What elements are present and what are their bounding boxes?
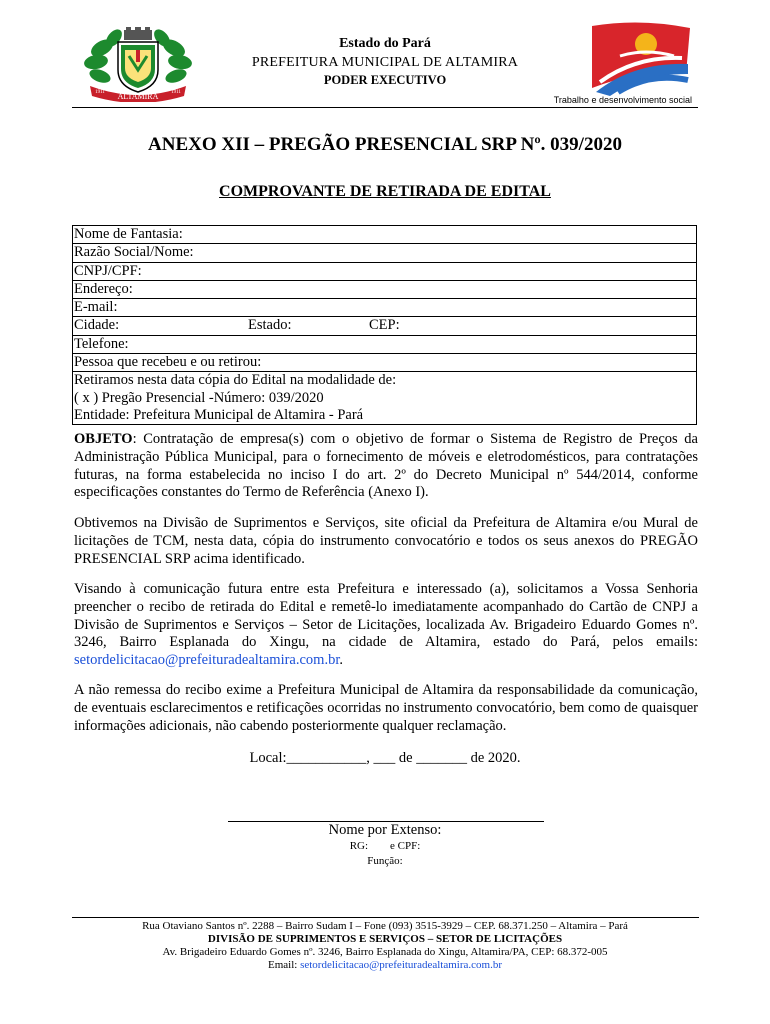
svg-text:1911: 1911 bbox=[95, 90, 105, 95]
field-endereco[interactable]: Endereço: bbox=[73, 281, 696, 299]
field-cidade-estado-cep[interactable] bbox=[73, 317, 696, 335]
paragraph-visando: Visando à comunicação futura entre esta Prefeitura e interessado (a), solicitamos a Vossa Senhoria preencher o recibo de retirada do Edital e remetê-lo imediatamente acompanhado do Cartão de CNPJ a Divisão de Suprimentos e Serviços – Setor de Licitações, localizada Av. Brigadeiro Eduardo Gomes nº. 3246, Bairro Esplanada do Xingu, na cidade de Altamira, estado do Pará, pelos emails: setordelicitacao@prefeituradealtamira.com.br. bbox=[74, 581, 698, 669]
footer-division: DIVISÃO DE SUPRIMENTOS E SERVIÇOS – SETOR DE LICITAÇÕES bbox=[207, 933, 563, 945]
header-prefeitura: PREFEITURA MUNICIPAL DE ALTAMIRA bbox=[251, 55, 519, 70]
svg-text:1911: 1911 bbox=[171, 90, 181, 95]
paragraph-obtivemos: Obtivemos na Divisão de Suprimentos e Serviços, site oficial da Prefeitura de Altamira e/ou Mural de licitações de TCM, nesta data, cópia do instrumento convocatório e todos os seus anexos do PREGÃO PRESENCIAL SRP acima identificado. bbox=[74, 515, 698, 567]
field-telefone[interactable]: Telefone: bbox=[73, 336, 696, 354]
header-poder-executivo: PODER EXECUTIVO bbox=[323, 73, 447, 87]
company-info-form bbox=[72, 225, 697, 425]
signature-funcao-label: Função: bbox=[367, 855, 403, 867]
entidade-text: Entidade: Prefeitura Municipal de Altamira - Pará bbox=[74, 406, 364, 423]
footer-division-address: Av. Brigadeiro Eduardo Gomes nº. 3246, Bairro Esplanada do Xingu, Altamira/PA, CEP: 68.372-005 bbox=[162, 946, 608, 958]
footer-email-link[interactable]: setordelicitacao@prefeituradealtamira.com.br bbox=[300, 959, 502, 971]
retiramos-text: Retiramos nesta data cópia do Edital na modalidade de: bbox=[74, 372, 397, 389]
field-pessoa-retirou[interactable]: Pessoa que recebeu e ou retirou: bbox=[73, 354, 696, 372]
email-link[interactable]: setordelicitacao@prefeituradealtamira.com.br bbox=[74, 652, 340, 669]
field-cep-label: CEP: bbox=[369, 317, 400, 334]
pregao-checkbox-line: ( x ) Pregão Presencial -Número: 039/2020 bbox=[74, 389, 324, 406]
field-estado-label: Estado: bbox=[248, 317, 292, 334]
field-nome-fantasia[interactable]: Nome de Fantasia: bbox=[73, 226, 696, 244]
local-date-line: Local:___________, ___ de _______ de 2020. bbox=[249, 750, 521, 766]
sun-road-logo-icon bbox=[590, 22, 692, 96]
signature-name-label: Nome por Extenso: bbox=[328, 822, 442, 838]
field-cnpj-cpf[interactable]: CNPJ/CPF: bbox=[73, 263, 696, 281]
field-razao-social[interactable]: Razão Social/Nome: bbox=[73, 244, 696, 262]
field-email[interactable]: E-mail: bbox=[73, 299, 696, 317]
logo-tagline: Trabalho e desenvolvimento social bbox=[553, 95, 692, 105]
objeto-label: OBJETO bbox=[74, 431, 133, 447]
field-cidade-label: Cidade: bbox=[74, 317, 120, 334]
footer-divider bbox=[72, 917, 699, 918]
document-subtitle: COMPROVANTE DE RETIRADA DE EDITAL bbox=[219, 183, 551, 200]
footer-address: Rua Otaviano Santos nº. 2288 – Bairro Sudam I – Fone (093) 3515-3929 – CEP. 68.371.250 – Altamira – Pará bbox=[142, 920, 628, 932]
paragraph-objeto: OBJETO: Contratação de empresa(s) com o objetivo de formar o Sistema de Registro de Preços da Administração Pública Municipal, para o fornecimento de móveis e eletrodomésticos, para contratações futuras, na forma estabelecida no inciso I do art. 2º do Decreto Municipal nº 544/2014, conforme especificações constantes do Termo de Referência (Anexo I). bbox=[74, 431, 698, 501]
header-divider bbox=[72, 107, 698, 108]
crest-banner-text: ALTAMIRA bbox=[117, 92, 159, 101]
signature-rg-cpf-label: RG: e CPF: bbox=[349, 840, 421, 852]
paragraph-remessa: A não remessa do recibo exime a Prefeitura Municipal de Altamira da responsabilidade da comunicação, de eventuais esclarecimentos e retificações ocorridas no instrumento convocatório, bem como de quaisquer informações adicionais, não cabendo posteriormente qualquer reclamação. bbox=[74, 682, 698, 734]
document-title: ANEXO XII – PREGÃO PRESENCIAL SRP Nº. 039/2020 bbox=[148, 134, 622, 155]
header-state: Estado do Pará bbox=[339, 36, 431, 51]
footer-email-line: Email: setordelicitacao@prefeituradealtamira.com.br bbox=[268, 959, 502, 971]
